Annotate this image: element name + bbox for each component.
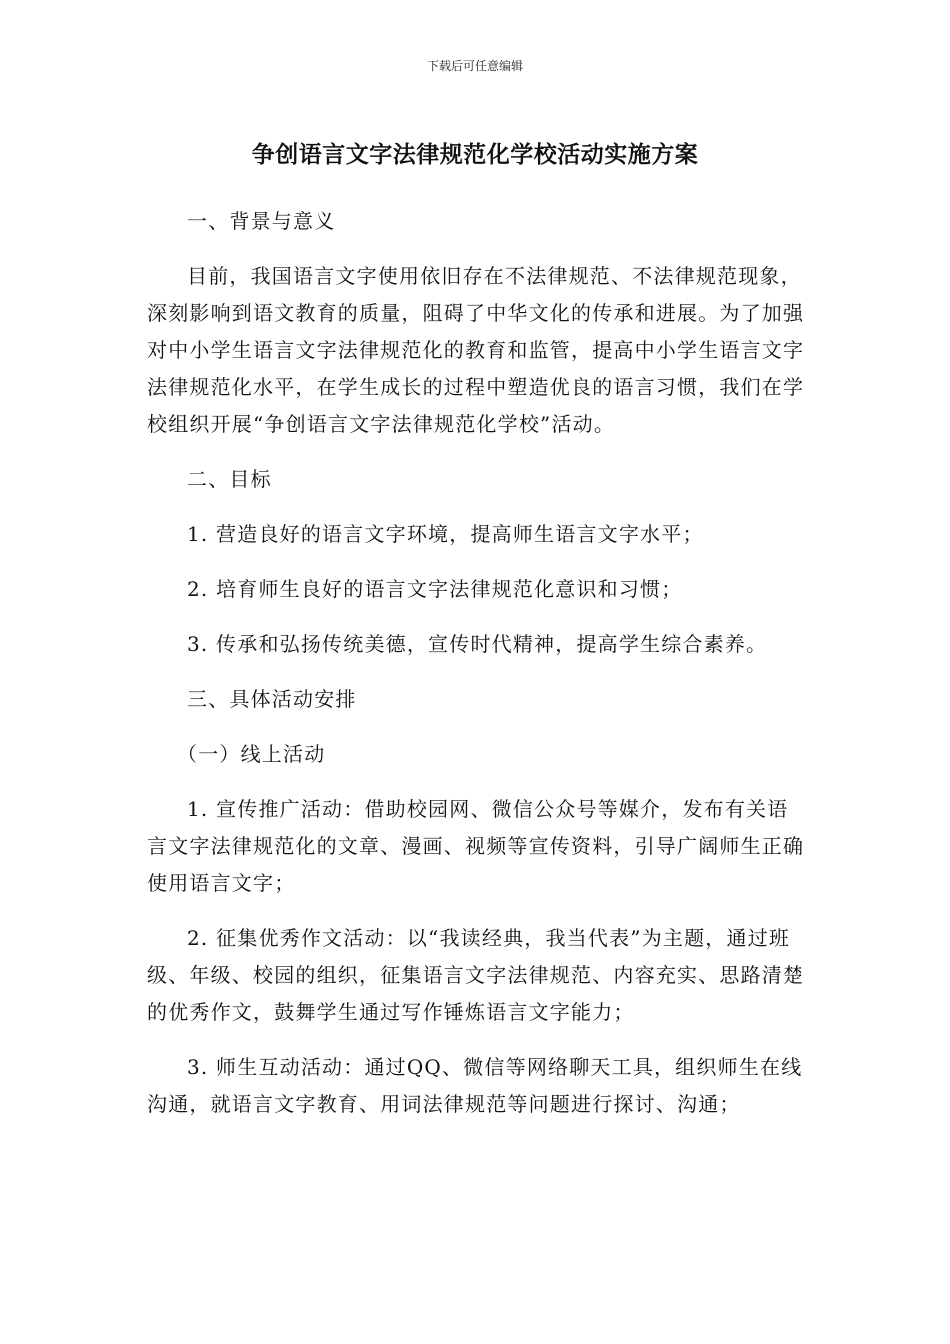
document-body <box>147 203 807 1123</box>
document-title: 争创语言文字法律规范化学校活动实施方案 <box>251 142 699 168</box>
goal-item: 3. 传承和弘扬传统美德，宣传时代精神，提高学生综合素养。 <box>187 632 768 656</box>
section-heading-goals: 二、目标 <box>187 467 272 491</box>
goal-item: 2. 培育师生良好的语言文字法律规范化意识和习惯； <box>187 577 683 601</box>
header-note: 下载后可任意编辑 <box>426 59 523 73</box>
section-heading-activities: 三、具体活动安排 <box>187 687 357 711</box>
background-paragraph: 目前，我国语言文字使用依旧存在不法律规范、不法律规范现象，深刻影响到语文教育的质量，阻碍了中华文化的传承和进展。为了加强对中小学生语言文字法律规范化的教育和监管，提高中小学生语言文字法律规范化水平，在学生成长的过程中塑造优良的语言习惯，我们在学校组织开展“争创语言文字法律规范化学校”活动。 <box>147 264 805 436</box>
online-activity-item: 2. 征集优秀作文活动：以“我读经典，我当代表”为主题，通过班级、年级、校园的组织，征集语言文字法律规范、内容充实、思路清楚的优秀作文，鼓舞学生通过写作锤炼语言文字能力； <box>147 926 805 1024</box>
online-activity-item: 3. 师生互动活动：通过QQ、微信等网络聊天工具，组织师生在线沟通，就语言文字教育、用词法律规范等问题进行探讨、沟通； <box>147 1055 803 1116</box>
goal-item: 1. 营造良好的语言文字环境，提高师生语言文字水平； <box>187 522 704 546</box>
subsection-heading-online: （一）线上活动 <box>177 742 326 766</box>
section-heading-background: 一、背景与意义 <box>187 209 336 233</box>
online-activity-item: 1. 宣传推广活动：借助校园网、微信公众号等媒介，发布有关语言文字法律规范化的文章、漫画、视频等宣传资料，引导广阔师生正确使用语言文字； <box>147 797 805 895</box>
